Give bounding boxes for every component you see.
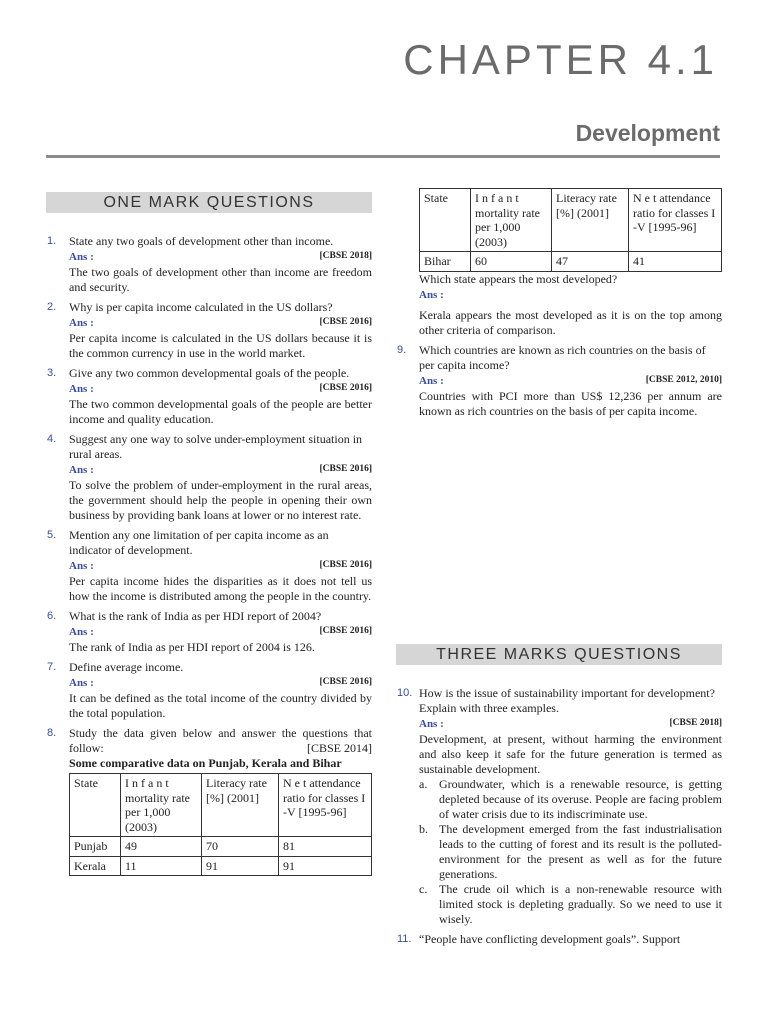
question-text: Mention any one limitation of per capita income as an indicator of development. [69,528,329,557]
question-number: 10. [397,687,413,699]
question-5 [47,528,372,558]
table-cell: 91 [202,856,279,876]
table-cell: 47 [552,252,629,272]
answer-text: To solve the problem of under-employment in the rural areas, the government should help the people in opening their own business by providing bank loans at lower or no interest rate. [69,478,372,522]
answer-text: The two common developmental goals of the people are better income and quality education. [69,397,372,426]
answer-label: Ans : [69,464,94,476]
list-item: b. The development emerged from the fast industrialisation leads to the cutting of forest and its result is the polluted- environment for the present as well as for the future generations. [419,822,722,881]
answer-text: Countries with PCI more than US$ 12,236 per annum are known as rich countries on the basis of per capita income. [419,388,722,418]
table-header-cell: Literacy rate [%] (2001] [202,774,279,837]
question-text: Why is per capita income calculated in the US dollars? [69,300,333,314]
question-3 [47,366,372,381]
question-text: Give any two common developmental goals of the people. [69,366,350,380]
question-11 [397,932,722,947]
answer-points [397,777,722,927]
answer-text: Per capita income hides the disparities as it does not tell us how the income is distributed among the people in the country. [69,574,372,603]
table-header-row [70,774,372,837]
answer-label: Ans : [69,677,94,689]
question-number: 4. [47,433,57,445]
question-text: State any two goals of development other than income. [69,234,334,248]
source-tag: [CBSE 2018] [669,718,722,728]
list-item: c. The crude oil which is a non-renewable resource with limited stock is depleting gradually. So we need to use it wisely. [419,882,722,926]
answer-label: Ans : [69,626,94,638]
question-7 [47,660,372,675]
table-cell: 11 [121,856,202,876]
question-number: 2. [47,301,57,313]
question-text: Study the data given below and answer the questions that follow: [69,726,372,755]
source-tag: [CBSE 2016] [319,677,372,687]
question-number: 9. [397,343,407,356]
table-cell: 81 [279,837,372,857]
answer-label: Ans : [69,383,94,395]
question-6 [47,609,372,624]
question-text: Which countries are known as rich countries on the basis of per capita income? [419,342,706,372]
comparison-table-left [69,773,372,876]
right-column-lower [397,686,722,947]
table-cell: 70 [202,837,279,857]
table-cell: 91 [279,856,372,876]
answer-label: Ans : [69,251,94,263]
answer-text: It can be defined as the total income of the country divided by the total population. [69,691,372,720]
answer-text: Per capita income is calculated in the US dollars because it is the common currency in use in the world market. [69,331,372,360]
question-text: “People have conflicting development goals”. Support [419,932,681,946]
source-tag: [CBSE 2016] [319,560,372,570]
answer-label: Ans : [419,374,444,387]
question-1 [47,234,372,249]
table-cell: 41 [629,252,722,272]
section-heading-one-mark: ONE MARK QUESTIONS [46,192,372,213]
source-tag: [CBSE 2016] [319,464,372,474]
left-column [47,234,372,876]
list-item: a. Groundwater, which is a renewable resource, is getting depleted because of its overuse. People are facing problem of water crisis due to its indiscriminate use. [419,777,722,821]
table-row [70,837,372,857]
table-row [420,252,722,272]
question-number: 8. [47,727,57,739]
source-tag: [CBSE 2016] [319,626,372,636]
table-header-cell: Literacy rate [%] (2001] [552,189,629,252]
table-cell: Punjab [70,837,121,857]
question-4 [47,432,372,462]
table-caption: Some comparative data on Punjab, Kerala and Bihar [69,756,342,770]
right-column [397,188,722,419]
section-heading-three-marks: THREE MARKS QUESTIONS [396,644,722,665]
table-cell: Kerala [70,856,121,876]
comparison-table-right [419,188,722,272]
table-header-cell: I n f a n t mortality rate per 1,000 (2003) [121,774,202,837]
question-text: Define average income. [69,660,184,674]
source-tag: [CBSE 2016] [319,383,372,393]
source-tag: [CBSE 2018] [319,251,372,261]
table-header-cell: N e t attendance ratio for classes I -V [1995-96] [629,189,722,252]
question-number: 7. [47,661,57,673]
answer-text: Development, at present, without harming the environment and also keep it safe for the future generation is termed as sustainable development. [419,732,722,776]
question-10 [397,686,722,716]
question-9 [397,343,722,373]
source-tag: [CBSE 2012, 2010] [645,374,722,385]
answer-text: The two goals of development other than income are freedom and security. [69,265,372,294]
chapter-title: Development [575,120,720,146]
table-header-cell: I n f a n t mortality rate per 1,000 (2003) [471,189,552,252]
question-text: Suggest any one way to solve under-employment situation in rural areas. [69,432,363,461]
answer-label: Ans : [69,560,94,572]
chapter-number: CHAPTER 4.1 [403,36,718,83]
question-number: 6. [47,610,57,622]
answer-label: Ans : [69,317,94,329]
table-cell: 49 [121,837,202,857]
source-tag: [CBSE 2014] [306,741,372,755]
table-header-cell: N e t attendance ratio for classes I -V [1995-96] [279,774,372,837]
question-number: 5. [47,529,57,541]
table-header-cell: State [420,189,471,252]
question-text: What is the rank of India as per HDI report of 2004? [69,609,322,623]
question-text: How is the issue of sustainability important for development? Explain with three examples. [419,686,715,715]
table-cell: 60 [471,252,552,272]
question-number: 1. [47,235,57,247]
answer-text: The rank of India as per HDI report of 2004 is 126. [69,640,315,654]
table-header-cell: State [70,774,121,837]
answer-label: Ans : [419,718,444,730]
question-number: 3. [47,367,57,379]
answer-label: Ans : [419,288,444,301]
table-row [70,856,372,876]
question-8 [47,726,372,756]
question-number: 11. [397,933,412,945]
question-2 [47,300,372,315]
followup-question: Which state appears the most developed? [419,271,618,286]
answer-text: Kerala appears the most developed as it is on the top among other criteria of comparison. [419,307,722,337]
source-tag: [CBSE 2016] [319,317,372,327]
header-rule [46,155,720,158]
table-header-row [420,189,722,252]
table-cell: Bihar [420,252,471,272]
